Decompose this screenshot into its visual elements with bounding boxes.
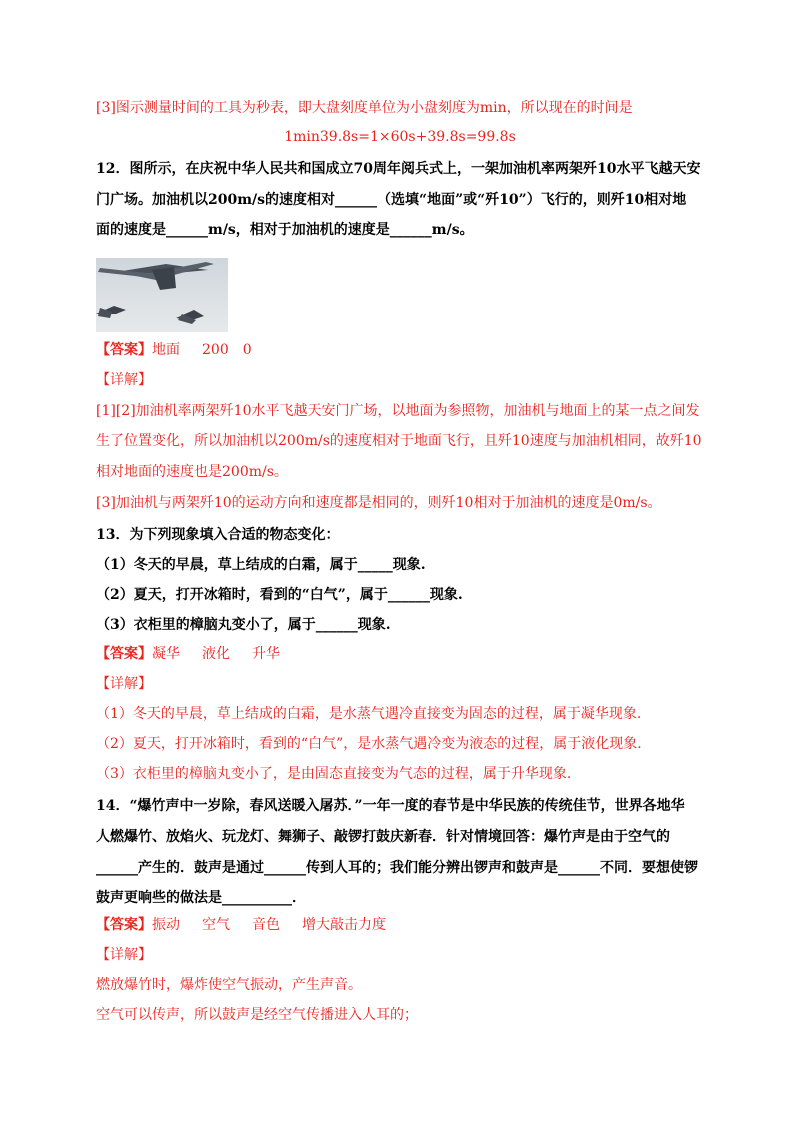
q13-answer [96, 643, 704, 665]
q12-answer [96, 339, 704, 361]
q14-detail-tag: 【详解】 [96, 947, 152, 963]
answer-tag: 【答案】 [96, 342, 152, 358]
q13-detail-2: （2）夏天，打开冰箱时，看到的“白气”，是水蒸气遇冷变为液态的过程，属于液化现象. [96, 736, 642, 752]
q12-detail-2: 生了位置变化，所以加油机以200m/s的速度相对于地面飞行，且歼10速度与加油机相同，故歼10 [96, 433, 702, 449]
q11-detail-3: [3]图示测量时间的工具为秒表，即大盘刻度单位为小盘刻度为min，所以现在的时间是 [96, 100, 633, 116]
q14-text-line-3: ______产生的．鼓声是通过______传到人耳的；我们能分辨出锣声和鼓声是______不同．要想使锣 [96, 860, 698, 876]
aircraft-refueling-photo [96, 258, 228, 332]
answer-tag: 【答案】 [96, 646, 152, 662]
q13-item-3: （3）衣柜里的樟脑丸变小了，属于______现象. [96, 617, 391, 633]
q13-detail-tag: 【详解】 [96, 676, 152, 692]
q14-text-line-4: 鼓声更响些的做法是__________． [96, 890, 306, 906]
q14-text-line-1: 14．“爆竹声中一岁除，春风送暖入屠苏．”一年一度的春节是中华民族的传统佳节，世界各地华 [96, 798, 685, 814]
q13-detail-1: （1）冬天的早晨，草上结成的白霜，是水蒸气遇冷直接变为固态的过程，属于凝华现象. [96, 706, 642, 722]
q14-text-line-2: 人燃爆竹、放焰火、玩龙灯、舞狮子、敲锣打鼓庆新春．针对情境回答：爆竹声是由于空气的 [96, 829, 670, 845]
q11-formula: 1min39.8s=1×60s+39.8s=99.8s [284, 129, 516, 145]
q13-item-1: （1）冬天的早晨，草上结成的白霜，属于_____现象. [96, 557, 426, 573]
q13-title: 13．为下列现象填入合适的物态变化： [96, 527, 340, 543]
answer-value: 振动 [152, 917, 180, 933]
q12-text-line-3: 面的速度是______m/s，相对于加油机的速度是______m/s。 [96, 222, 474, 238]
q12-text-line-1: 12．图所示，在庆祝中华人民共和国成立70周年阅兵式上，一架加油机率两架歼10水平飞越天安 [96, 161, 701, 177]
answer-tag: 【答案】 [96, 917, 152, 933]
q13-item-2: （2）夏天，打开冰箱时，看到的“白气”，属于______现象. [96, 587, 463, 603]
answer-value: 液化 [202, 646, 230, 662]
answer-value: 200 [202, 342, 229, 358]
q12-detail-4: [3]加油机与两架歼10的运动方向和速度都是相同的，则歼10相对于加油机的速度是0m/s。 [96, 495, 662, 511]
q12-text-line-2: 门广场。加油机以200m/s的速度相对______（选填“地面”或“歼10”）飞行的，则歼10相对地 [96, 192, 687, 208]
q12-detail-tag: 【详解】 [96, 372, 152, 388]
answer-value: 音色 [252, 917, 280, 933]
answer-value: 凝华 [152, 646, 180, 662]
q12-detail-3: 相对地面的速度也是200m/s。 [96, 464, 288, 480]
answer-value: 0 [242, 342, 252, 358]
answer-value: 升华 [252, 646, 280, 662]
q14-detail-2: 空气可以传声，所以鼓声是经空气传播进入人耳的； [96, 1007, 418, 1023]
answer-value: 空气 [202, 917, 230, 933]
q14-answer [96, 914, 704, 936]
answer-value: 地面 [152, 342, 180, 358]
q12-detail-1: [1][2]加油机率两架歼10水平飞越天安门广场，以地面为参照物，加油机与地面上的某一点之间发 [96, 403, 700, 419]
q14-detail-1: 燃放爆竹时，爆炸使空气振动，产生声音。 [96, 977, 362, 993]
q13-detail-3: （3）衣柜里的樟脑丸变小了，是由固态直接变为气态的过程，属于升华现象. [96, 766, 572, 782]
answer-value: 增大敲击力度 [302, 917, 386, 933]
